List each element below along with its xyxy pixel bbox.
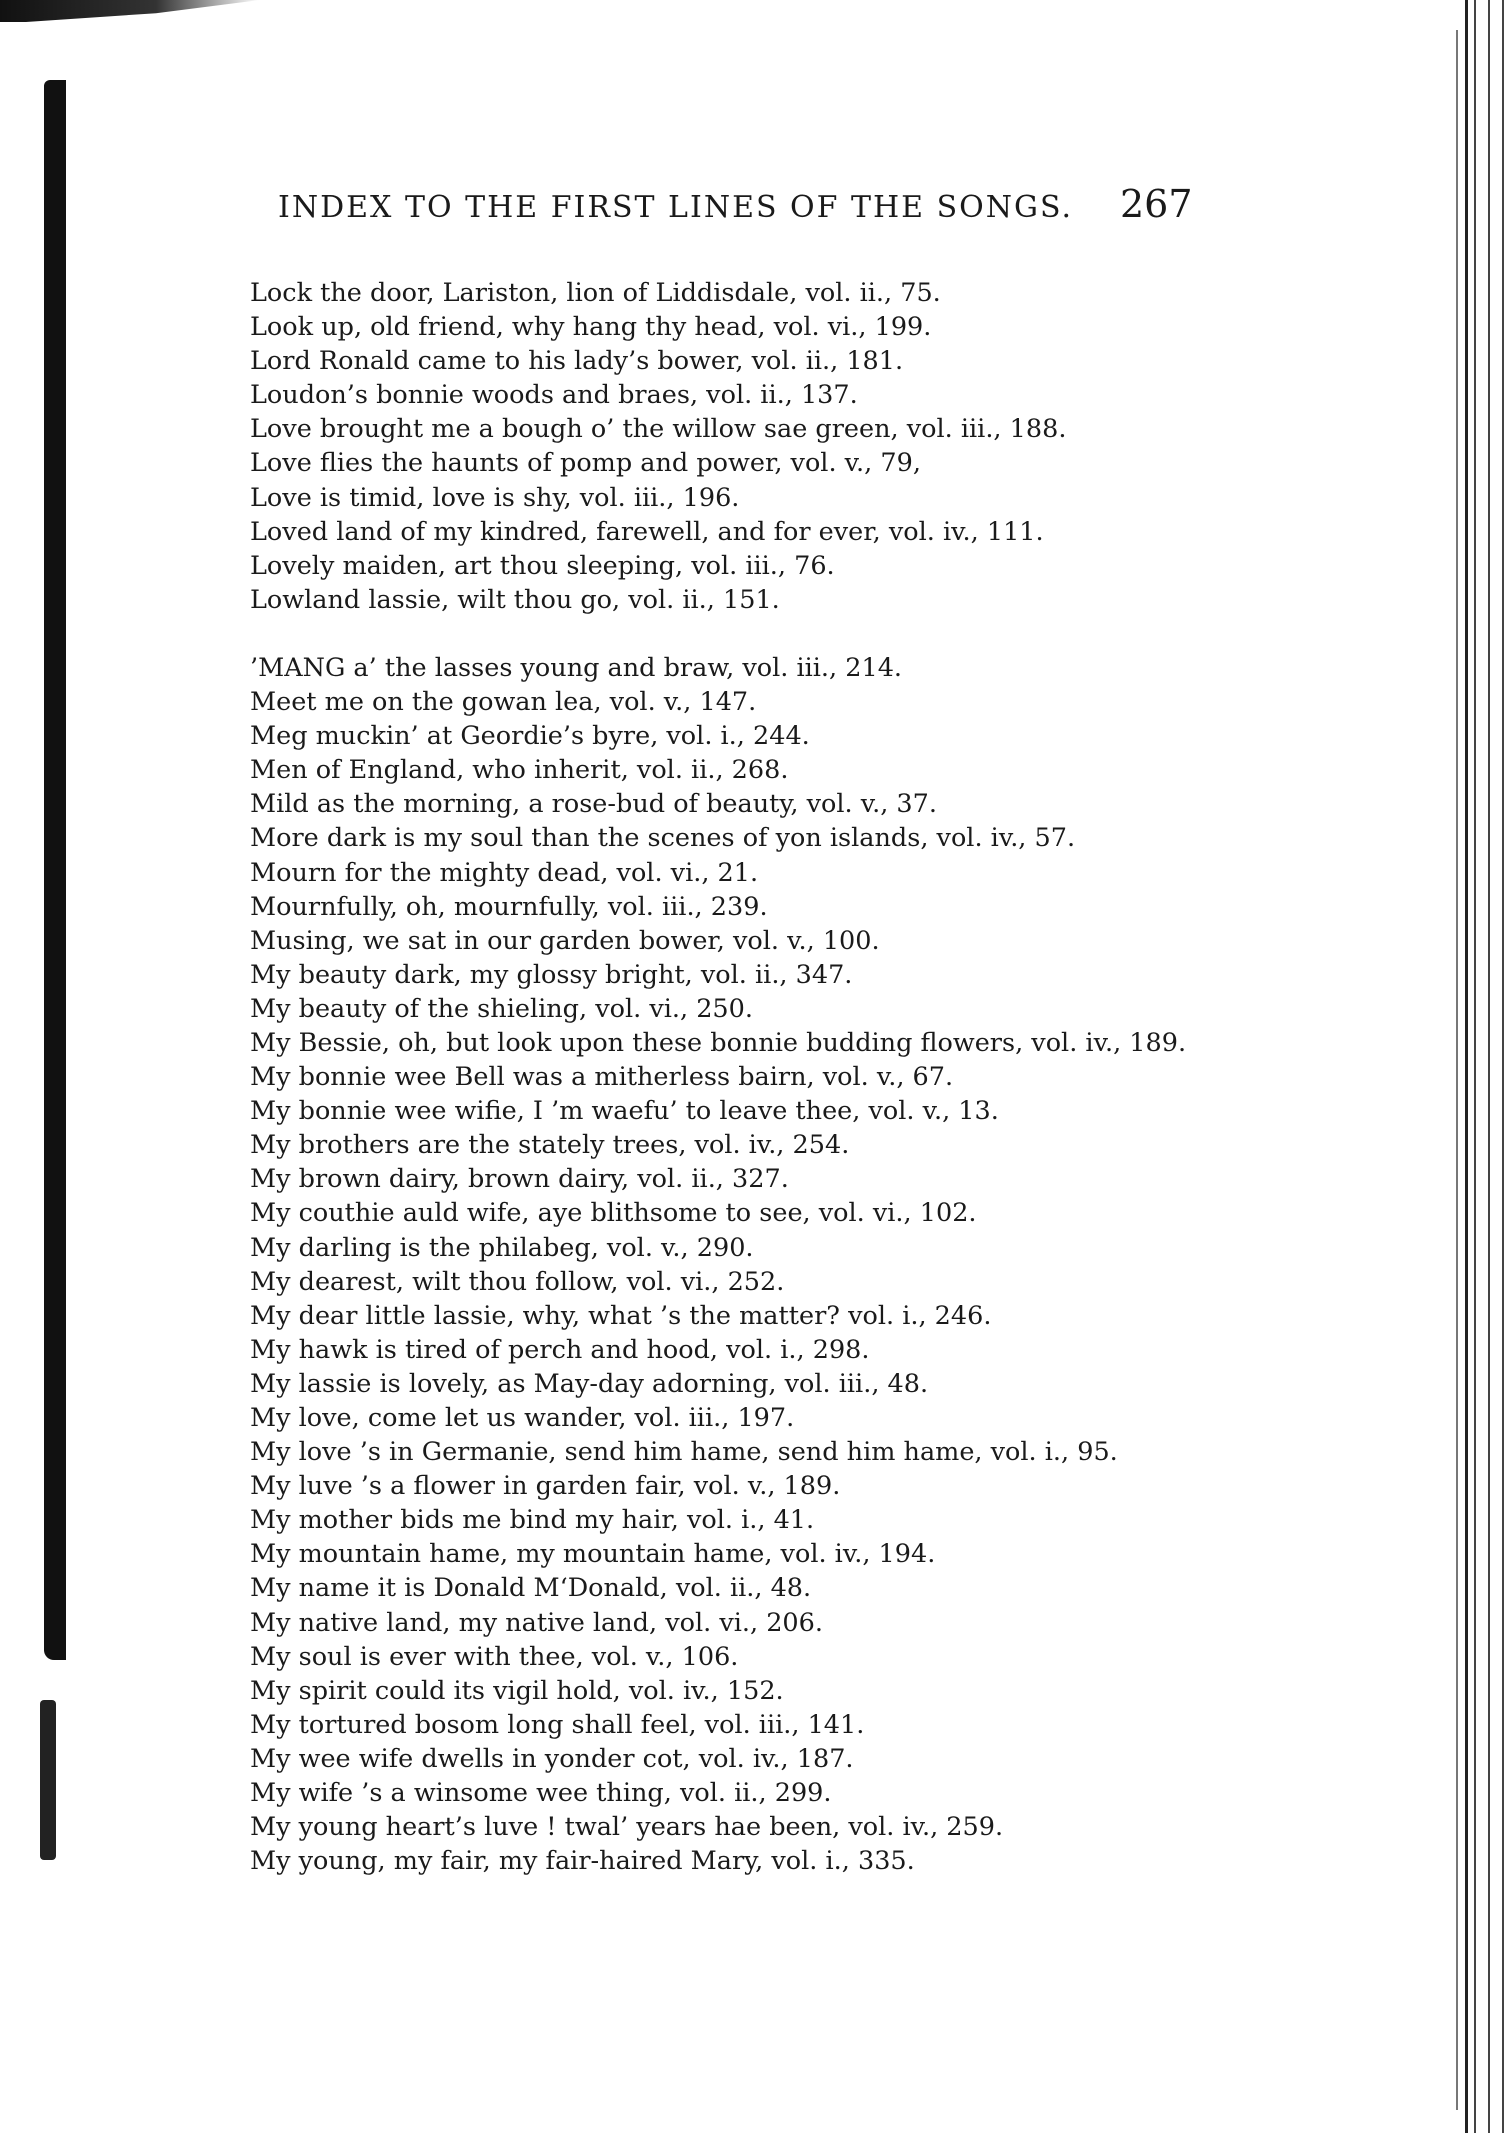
index-entry: My beauty dark, my glossy bright, vol. ii., 347. <box>250 959 853 990</box>
index-entry: ’MANG a’ the lasses young and braw, vol. iii., 214. <box>250 652 903 683</box>
index-entry: My mountain hame, my mountain hame, vol. iv., 194. <box>250 1539 936 1570</box>
running-header: INDEX TO THE FIRST LINES OF THE SONGS. <box>278 190 1073 225</box>
index-entry: My tortured bosom long shall feel, vol. iii., 141. <box>250 1709 865 1740</box>
index-entry: My love, come let us wander, vol. iii., 197. <box>250 1403 795 1433</box>
index-entry: Mourn for the mighty dead, vol. vi., 21. <box>250 857 759 888</box>
page-edge-stack <box>1465 0 1512 2133</box>
index-entry: My spirit could its vigil hold, vol. iv., 152. <box>250 1675 784 1706</box>
index-group <box>250 276 1250 617</box>
index-entry: My luve ’s a flower in garden fair, vol. v., 189. <box>250 1471 841 1502</box>
index-entry: My couthie auld wife, aye blithsome to see, vol. vi., 102. <box>250 1198 977 1229</box>
scan-smudge <box>0 0 260 22</box>
index-entry: More dark is my soul than the scenes of yon islands, vol. iv., 57. <box>250 823 1076 854</box>
index-entry: Lock the door, Lariston, lion of Liddisdale, vol. ii., 75. <box>250 278 941 308</box>
index-entry: My lassie is lovely, as May-day adorning, vol. iii., 48. <box>250 1368 929 1399</box>
index-entry: Men of England, who inherit, vol. ii., 268. <box>250 755 789 786</box>
index-entries <box>250 276 1250 1878</box>
index-entry: Meg muckin’ at Geordie’s byre, vol. i., 244. <box>250 721 810 752</box>
index-entry: My native land, my native land, vol. vi., 206. <box>250 1607 823 1638</box>
index-entry: My hawk is tired of perch and hood, vol. i., 298. <box>250 1334 870 1365</box>
index-entry: My brothers are the stately trees, vol. iv., 254. <box>250 1130 850 1161</box>
index-entry: Mournfully, oh, mournfully, vol. iii., 239. <box>250 891 768 922</box>
index-entry: My name it is Donald M‘Donald, vol. ii., 48. <box>250 1573 812 1604</box>
index-entry: My darling is the philabeg, vol. v., 290. <box>250 1232 754 1263</box>
index-entry: My young, my fair, my fair-haired Mary, vol. i., 335. <box>250 1846 915 1877</box>
index-entry: Look up, old friend, why hang thy head, vol. vi., 199. <box>250 312 932 343</box>
index-entry: My beauty of the shieling, vol. vi., 250. <box>250 993 753 1024</box>
index-entry: My Bessie, oh, but look upon these bonnie budding flowers, vol. iv., 189. <box>250 1027 1187 1058</box>
index-entry: My brown dairy, brown dairy, vol. ii., 327. <box>250 1164 789 1195</box>
index-entry: Love brought me a bough o’ the willow sae green, vol. iii., 188. <box>250 414 1067 445</box>
index-entry: My love ’s in Germanie, send him hame, send him hame, vol. i., 95. <box>250 1437 1118 1468</box>
index-entry: Lovely maiden, art thou sleeping, vol. iii., 76. <box>250 550 835 581</box>
binding-shadow-lower <box>40 1700 56 1860</box>
index-entry: My bonnie wee Bell was a mitherless bairn, vol. v., 67. <box>250 1062 954 1093</box>
index-entry: Mild as the morning, a rose-bud of beauty, vol. v., 37. <box>250 789 937 820</box>
index-entry: Lowland lassie, wilt thou go, vol. ii., 151. <box>250 584 780 615</box>
binding-shadow <box>44 80 66 1660</box>
page-number: 267 <box>1120 182 1193 226</box>
index-entry: My soul is ever with thee, vol. v., 106. <box>250 1641 739 1672</box>
index-group <box>250 651 1250 1878</box>
index-entry: My wee wife dwells in yonder cot, vol. iv., 187. <box>250 1743 854 1774</box>
index-entry: My wife ’s a winsome wee thing, vol. ii., 299. <box>250 1778 832 1809</box>
index-entry: My dear little lassie, why, what ’s the matter? vol. i., 246. <box>250 1300 992 1331</box>
index-entry: Love flies the haunts of pomp and power, vol. v., 79, <box>250 448 921 479</box>
index-entry: Love is timid, love is shy, vol. iii., 196. <box>250 482 740 513</box>
index-entry: Loved land of my kindred, farewell, and for ever, vol. iv., 111. <box>250 516 1044 547</box>
index-entry: My mother bids me bind my hair, vol. i., 41. <box>250 1505 815 1536</box>
index-entry: My dearest, wilt thou follow, vol. vi., 252. <box>250 1266 785 1297</box>
index-entry: Loudon’s bonnie woods and braes, vol. ii., 137. <box>250 380 858 411</box>
index-entry: Meet me on the gowan lea, vol. v., 147. <box>250 687 757 718</box>
index-entry: My bonnie wee wifie, I ’m waefu’ to leave thee, vol. v., 13. <box>250 1096 999 1127</box>
index-entry: My young heart’s luve ! twal’ years hae been, vol. iv., 259. <box>250 1812 1004 1843</box>
index-entry: Musing, we sat in our garden bower, vol. v., 100. <box>250 925 880 956</box>
index-entry: Lord Ronald came to his lady’s bower, vol. ii., 181. <box>250 346 904 377</box>
